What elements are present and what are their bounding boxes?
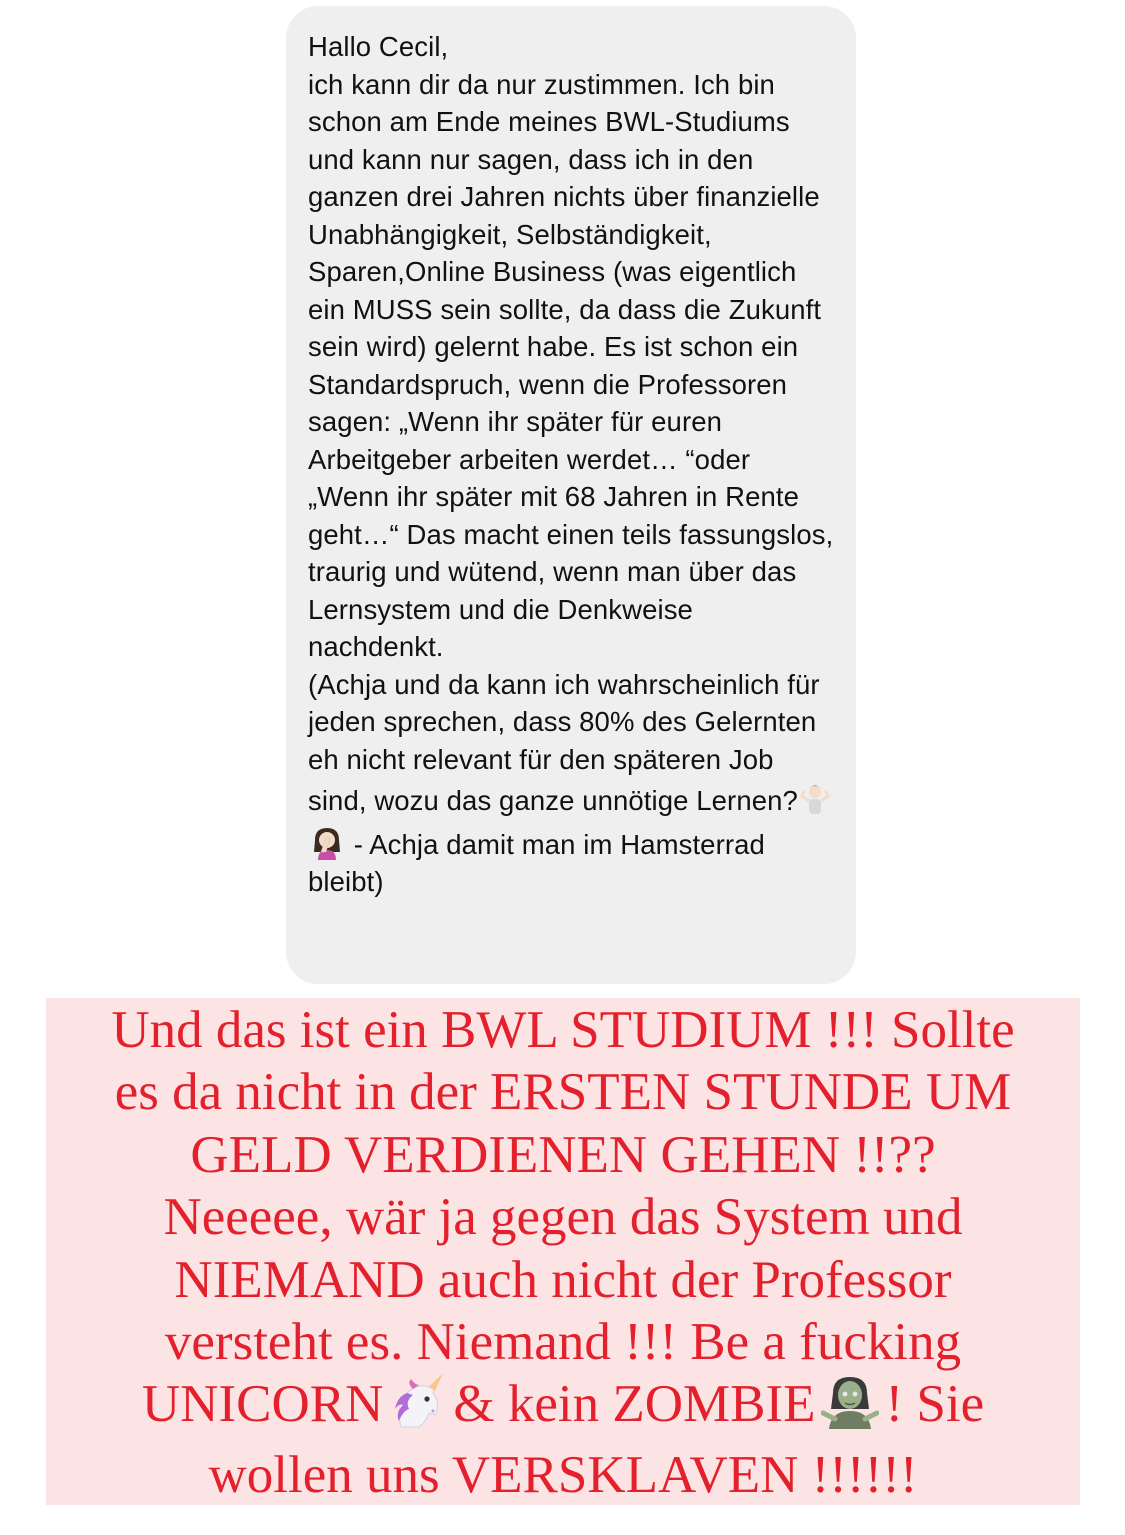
message-ps (308, 666, 836, 901)
overlay-line-3: GELD VERDIENEN GEHEN !!?? (190, 1125, 936, 1184)
message-bubble (286, 6, 856, 984)
overlay-sie-text: ! Sie (885, 1375, 985, 1434)
overlay-line-8: wollen uns VERSKLAVEN !!!!!! (208, 1445, 918, 1504)
zombie-icon (821, 1373, 879, 1443)
message-ps-text: (Achja und da kann ich wahrscheinlich für jeden sprechen, dass 80% des Gelernten eh nicht relevant für den späteren Job sind, wozu das ganze unnötige Lernen? (308, 668, 820, 816)
overlay-zombie-text: & kein ZOMBIE (453, 1375, 816, 1434)
overlay-line-5: NIEMAND auch nicht der Professor (174, 1250, 952, 1309)
overlay-line-6: versteht es. Niemand !!! Be a fucking (164, 1313, 962, 1372)
message-body: ich kann dir da nur zustimmen. Ich bin schon am Ende meines BWL-Studiums und kann nur sagen, dass ich in den ganzen drei Jahren nichts über finanzielle Unabhängigkeit, Selbständigkeit, Sparen,Online Business (was eigentlich ein MUSS sein sollte, da dass die Zukunft sein wird) gelernt habe. Es ist schon ein Standardspruch, wenn die Professoren sagen: „Wenn ihr später für euren Arbeitgeber arbeiten werdet… “oder „Wenn ihr später mit 68 Jahren in Rente geht…“ Das macht einen teils fassungslos, traurig und wütend, wenn man über das Lernsystem und die Denkweise nachdenkt. (308, 68, 834, 662)
person-facepalming-icon (310, 826, 344, 870)
overlay-line-1: Und das ist ein BWL STUDIUM !!! Sollte (111, 1001, 1015, 1059)
overlay-line-7 (46, 1373, 1080, 1443)
message-ps-end: - Achja damit man im Hamsterrad bleibt) (308, 828, 765, 897)
message-greeting: Hallo Cecil, (308, 31, 449, 62)
overlay-line-2: es da nicht in der ERSTEN STUNDE UM (114, 1063, 1012, 1122)
overlay-unicorn-word: UNICORN (141, 1375, 384, 1434)
overlay-line-4: Neeeee, wär ja gegen das System und (163, 1188, 963, 1247)
person-shrugging-icon (800, 784, 830, 826)
story-text-overlay (46, 998, 1080, 1505)
unicorn-icon (389, 1373, 447, 1443)
